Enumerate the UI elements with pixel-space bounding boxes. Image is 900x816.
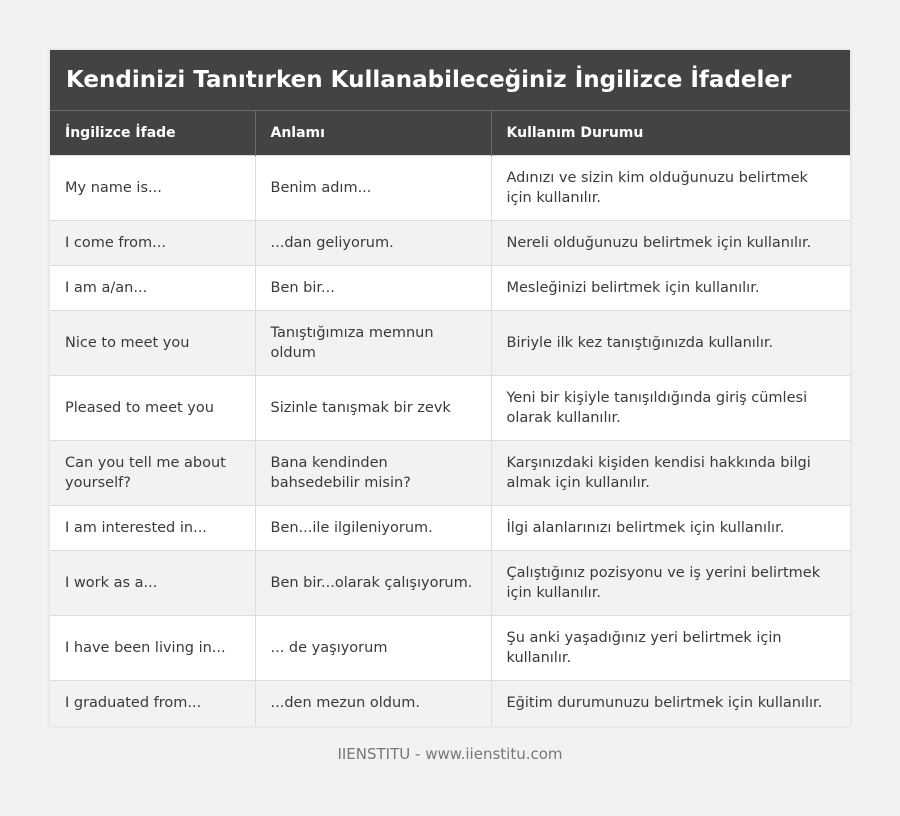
table-row (50, 376, 850, 441)
cell-usage: Şu anki yaşadığınız yeri belirtmek için kullanılır. (491, 616, 850, 681)
cell-usage: Çalıştığınız pozisyonu ve iş yerini belirtmek için kullanılır. (491, 551, 850, 616)
table-title: Kendinizi Tanıtırken Kullanabileceğiniz İngilizce İfadeler (50, 50, 850, 111)
table-row (50, 681, 850, 726)
cell-meaning: ...den mezun oldum. (255, 681, 491, 726)
table-row (50, 616, 850, 681)
table-row (50, 156, 850, 221)
cell-english: I come from... (50, 221, 255, 266)
cell-meaning: Ben bir...olarak çalışıyorum. (255, 551, 491, 616)
cell-meaning: Sizinle tanışmak bir zevk (255, 376, 491, 441)
cell-meaning: Ben bir... (255, 266, 491, 311)
cell-english: Nice to meet you (50, 311, 255, 376)
cell-usage: Yeni bir kişiyle tanışıldığında giriş cümlesi olarak kullanılır. (491, 376, 850, 441)
table-row (50, 266, 850, 311)
cell-meaning: Ben...ile ilgileniyorum. (255, 506, 491, 551)
table-row (50, 506, 850, 551)
cell-english: Can you tell me about yourself? (50, 441, 255, 506)
phrases-table (50, 111, 850, 726)
cell-english: My name is... (50, 156, 255, 221)
cell-english: I graduated from... (50, 681, 255, 726)
cell-usage: Eğitim durumunuzu belirtmek için kullanılır. (491, 681, 850, 726)
cell-meaning: ...dan geliyorum. (255, 221, 491, 266)
cell-english: I am a/an... (50, 266, 255, 311)
column-header-english: İngilizce İfade (50, 111, 255, 156)
table-row (50, 551, 850, 616)
cell-usage: Nereli olduğunuzu belirtmek için kullanılır. (491, 221, 850, 266)
cell-meaning: ... de yaşıyorum (255, 616, 491, 681)
column-header-usage: Kullanım Durumu (491, 111, 850, 156)
table-row (50, 311, 850, 376)
table-row (50, 441, 850, 506)
cell-english: I am interested in... (50, 506, 255, 551)
column-header-meaning: Anlamı (255, 111, 491, 156)
table-row (50, 221, 850, 266)
cell-english: Pleased to meet you (50, 376, 255, 441)
cell-meaning: Tanıştığımıza memnun oldum (255, 311, 491, 376)
cell-usage: Biriyle ilk kez tanıştığınızda kullanılır. (491, 311, 850, 376)
header-row (50, 111, 850, 156)
footer-credit: IIENSTITU - www.iienstitu.com (337, 745, 563, 763)
cell-english: I work as a... (50, 551, 255, 616)
cell-usage: Mesleğinizi belirtmek için kullanılır. (491, 266, 850, 311)
cell-usage: İlgi alanlarınızı belirtmek için kullanılır. (491, 506, 850, 551)
cell-usage: Karşınızdaki kişiden kendisi hakkında bilgi almak için kullanılır. (491, 441, 850, 506)
cell-meaning: Bana kendinden bahsedebilir misin? (255, 441, 491, 506)
cell-usage: Adınızı ve sizin kim olduğunuzu belirtmek için kullanılır. (491, 156, 850, 221)
cell-english: I have been living in... (50, 616, 255, 681)
table-card (50, 50, 850, 726)
cell-meaning: Benim adım... (255, 156, 491, 221)
